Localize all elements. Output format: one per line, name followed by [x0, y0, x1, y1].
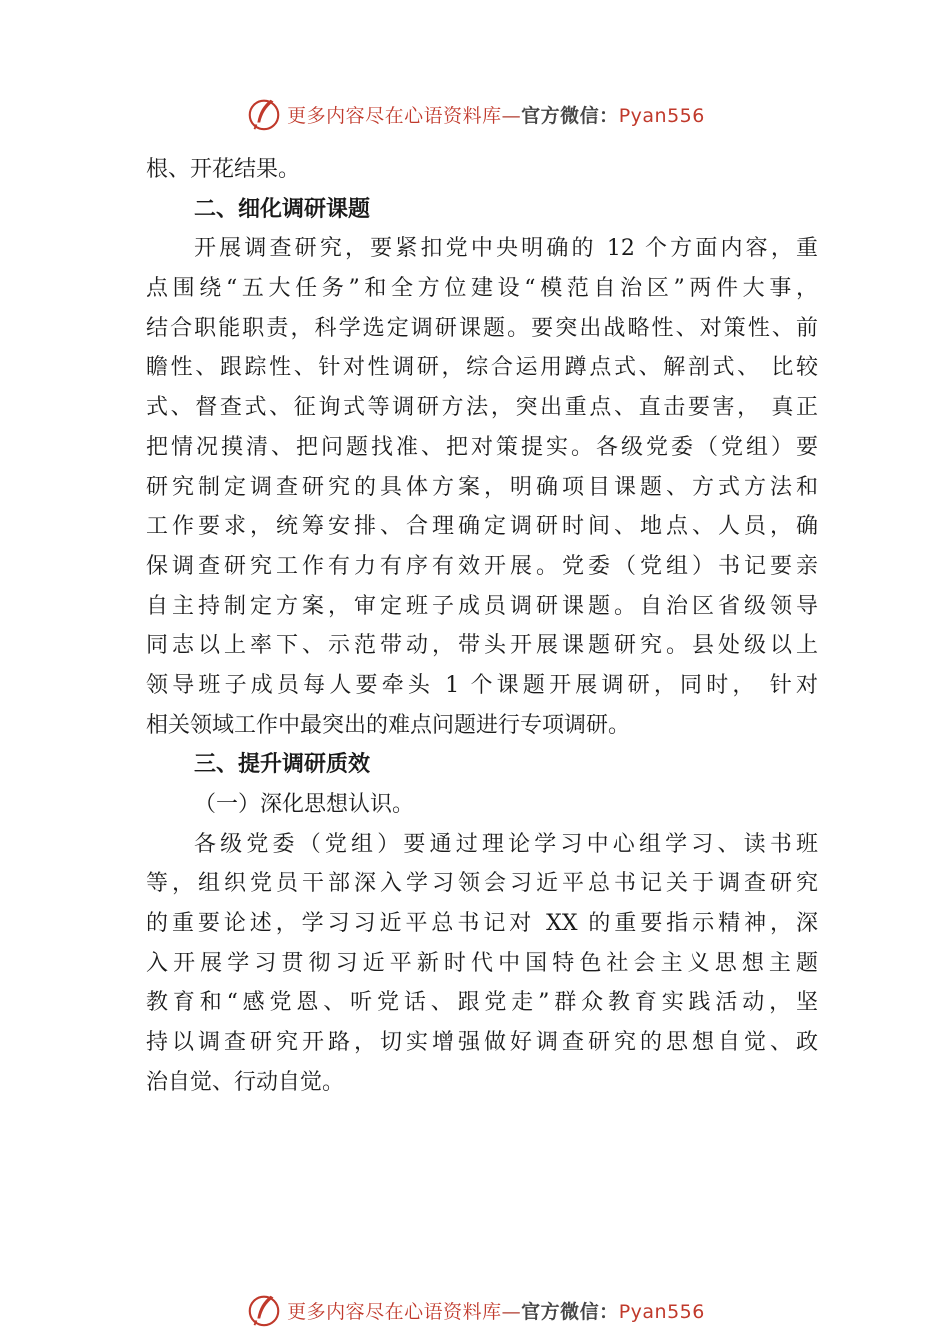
paragraph-line: 教育和“感党恩、听党话、跟党走”群众教育实践活动，坚: [146, 990, 818, 1016]
watermark-text: [287, 101, 705, 128]
document-body: [146, 150, 818, 1103]
watermark-main: 更多内容尽在心语资料库: [287, 104, 502, 127]
header-watermark: [0, 94, 950, 134]
quill-logo-icon: [245, 1291, 283, 1329]
watermark-wechat-id: Pyan556: [618, 104, 705, 127]
paragraph-line: 领导班子成员每人要牵头 1 个课题开展调研，同时， 针对: [146, 672, 818, 698]
paragraph-line: 研究制定调查研究的具体方案，明确项目课题、方式方法和: [146, 474, 818, 500]
paragraph-line: 相关领域工作中最突出的难点问题进行专项调研。: [146, 712, 631, 738]
quill-logo-icon: [245, 95, 283, 133]
paragraph-line: 持以调查研究开路，切实增强做好调查研究的思想自觉、政: [146, 1030, 818, 1056]
subsection-heading: （一）深化思想认识。: [194, 792, 415, 817]
footer-watermark: [0, 1290, 950, 1330]
watermark-wechat-id: Pyan556: [618, 1300, 705, 1323]
paragraph-line: 同志以上率下、示范带动，带头开展课题研究。县处级以上: [146, 633, 818, 659]
paragraph-line: 瞻性、跟踪性、针对性调研，综合运用蹲点式、解剖式、 比较: [146, 355, 818, 381]
section-heading: 三、提升调研质效: [194, 752, 371, 778]
paragraph-line: 各级党委（党组）要通过理论学习中心组学习、读书班: [194, 831, 818, 857]
paragraph-line: 治自觉、行动自觉。: [146, 1069, 345, 1095]
paragraph-line: 的重要论述，学习习近平总书记对 XX 的重要指示精神，深: [146, 911, 818, 937]
paragraph-line: 等，组织党员干部深入学习领会习近平总书记关于调查研究: [146, 871, 818, 897]
watermark-main: 更多内容尽在心语资料库: [287, 1300, 502, 1323]
paragraph-line: 开展调查研究，要紧扣党中央明确的 12 个方面内容，重: [194, 236, 818, 262]
paragraph-line: 点围绕“五大任务”和全方位建设“模范自治区”两件大事，: [146, 276, 818, 302]
watermark-separator: —: [501, 1300, 522, 1323]
watermark-official: 官方微信：: [521, 1300, 619, 1323]
watermark-text: [287, 1297, 705, 1324]
section-heading: 二、细化调研课题: [194, 196, 371, 222]
paragraph-line: 保调查研究工作有力有序有效开展。党委（党组）书记要亲: [146, 553, 818, 579]
paragraph-line: 式、督查式、征询式等调研方法，突出重点、直击要害， 真正: [146, 395, 818, 421]
paragraph-line: 入开展学习贯彻习近平新时代中国特色社会主义思想主题: [146, 950, 818, 976]
paragraph-line: 结合职能职责，科学选定调研课题。要突出战略性、对策性、前: [146, 315, 818, 341]
paragraph-line: 把情况摸清、把问题找准、把对策提实。各级党委（党组）要: [146, 434, 818, 460]
paragraph-line: 工作要求，统筹安排、合理确定调研时间、地点、人员，确: [146, 514, 818, 540]
watermark-official: 官方微信：: [521, 104, 619, 127]
paragraph-line: 自主持制定方案，审定班子成员调研课题。自治区省级领导: [146, 593, 818, 619]
watermark-separator: —: [501, 104, 522, 127]
paragraph-line: 根、开花结果。: [146, 157, 301, 182]
